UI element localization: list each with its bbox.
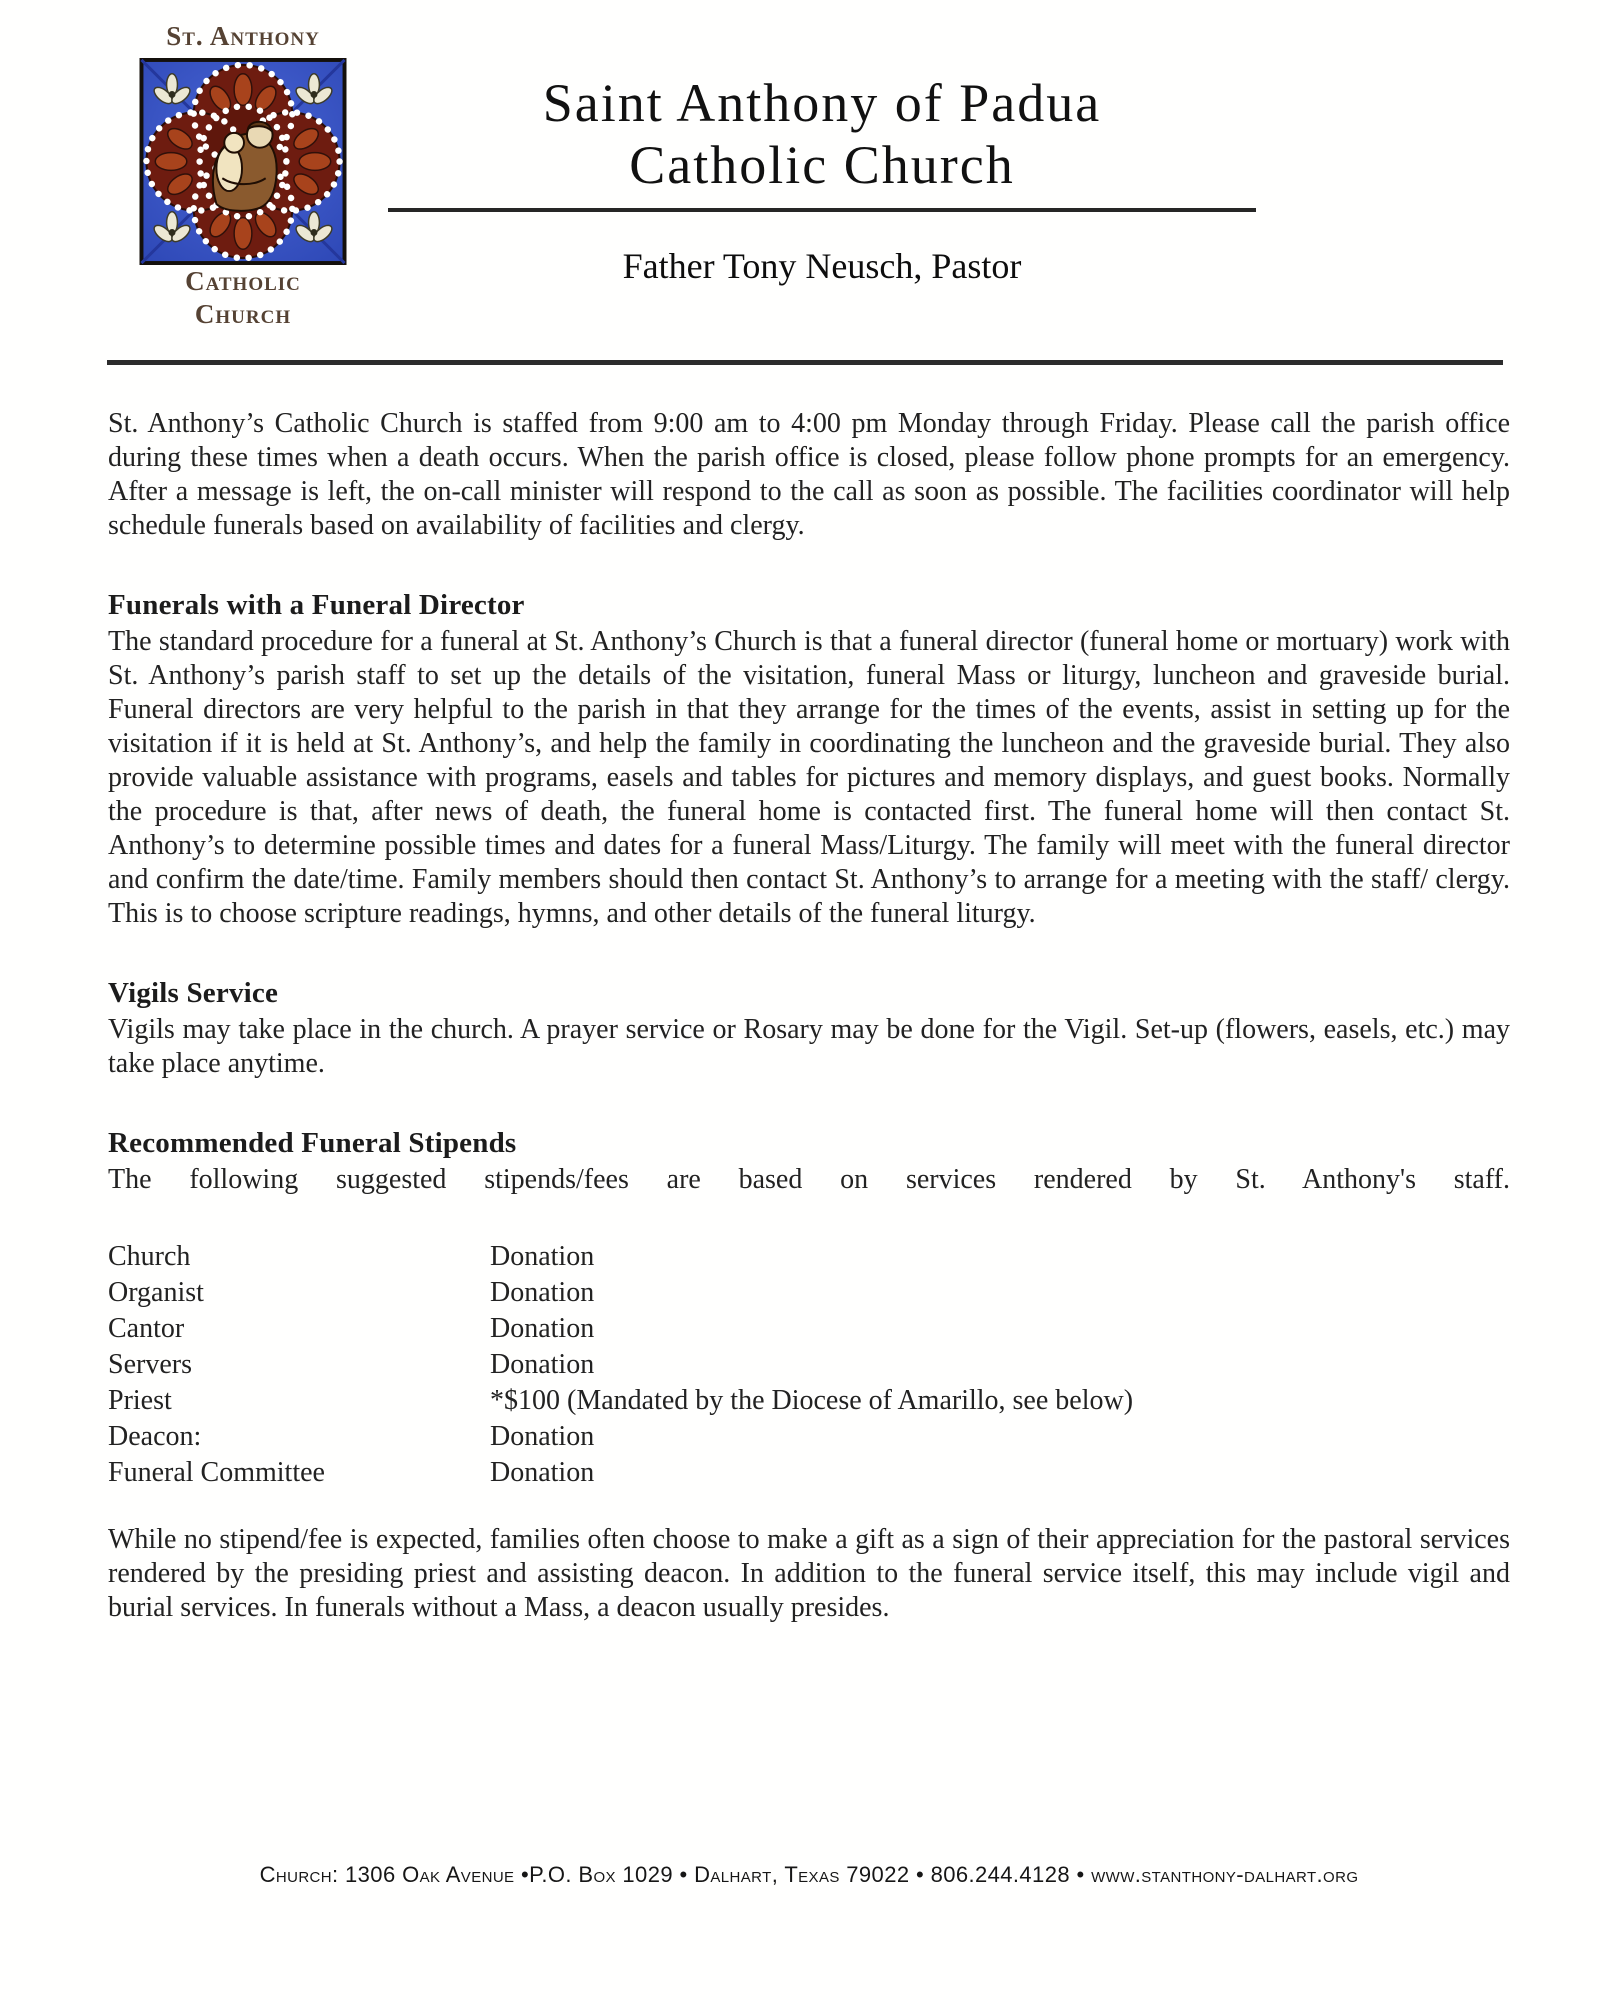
section-heading-stipends: Recommended Funeral Stipends <box>108 1127 517 1159</box>
stipend-value: Donation <box>490 1421 595 1452</box>
letterhead <box>0 0 1600 360</box>
funeral-director-paragraph: The standard procedure for a funeral at St. Anthony’s Church is that a funeral director (funeral home or mortuary) work with St. Anthony’s parish staff to set up the details of the visitation, funeral Mass or liturgy, luncheon and graveside burial. Funeral directors are very helpful to the parish in that they arrange for the times of the events, assist in setting up for the visitation if it is held at St. Anthony’s, and help the family in coordinating the luncheon and the graveside burial. They also provide valuable assistance with programs, easels and tables for pictures and memory displays, and guest books. Normally the procedure is that, after news of death, the funeral home is contacted first. The funeral home will then contact St. Anthony’s to determine possible times and dates for a funeral Mass/Liturgy. The family will meet with the funeral director and confirm the date/time. Family members should then contact St. Anthony’s to arrange for a meeting with the staff/ clergy. This is to choose scripture readings, hymns, and other details of the funeral liturgy. <box>108 626 1510 929</box>
section-heading-vigils: Vigils Service <box>108 977 279 1009</box>
stipend-value: Donation <box>490 1349 595 1380</box>
vigils-paragraph: Vigils may take place in the church. A prayer service or Rosary may be done for the Vigil. Set-up (flowers, easels, etc.) may take place anytime. <box>108 1014 1510 1079</box>
logo-block <box>112 20 374 331</box>
stipend-value: Donation <box>490 1241 595 1272</box>
stipend-value: *$100 (Mandated by the Diocese of Amarillo, see below) <box>490 1385 1134 1416</box>
closing-paragraph: While no stipend/fee is expected, families often choose to make a gift as a sign of their appreciation for the pastoral services rendered by the presiding priest and assisting deacon. In addition to the funeral service itself, this may include vigil and burial services. In funerals without a Mass, a deacon usually presides. <box>108 1524 1510 1623</box>
stipend-label: Cantor <box>108 1313 185 1344</box>
title-underline <box>388 208 1256 212</box>
logo-caption-line2: Church <box>194 299 292 329</box>
church-title-block <box>388 72 1256 288</box>
stipend-value: Donation <box>490 1277 595 1308</box>
pastor-name: Father Tony Neusch, Pastor <box>622 246 1022 286</box>
st-anthony-stained-glass-icon <box>137 58 349 265</box>
logo-caption-line1: Catholic <box>185 266 301 296</box>
stipend-label: Deacon: <box>108 1421 202 1452</box>
stipend-row <box>108 1347 1510 1383</box>
stipend-row <box>108 1275 1510 1311</box>
stipend-row <box>108 1311 1510 1347</box>
stipend-label: Organist <box>108 1277 204 1308</box>
stipend-row <box>108 1383 1510 1419</box>
stipend-label: Servers <box>108 1349 192 1380</box>
church-title-line2: Catholic Church <box>629 135 1015 195</box>
stipends-intro: The following suggested stipends/fees are based on services rendered by St. Anthony's staff. <box>108 1164 1510 1195</box>
stipend-label: Priest <box>108 1385 172 1416</box>
stipend-row <box>108 1419 1510 1455</box>
stipend-value: Donation <box>490 1457 595 1488</box>
intro-paragraph: St. Anthony’s Catholic Church is staffed from 9:00 am to 4:00 pm Monday through Friday. Please call the parish office during these times when a death occurs. When the parish office is closed, please follow phone prompts for an emergency. After a message is left, the on-call minister will respond to the call as soon as possible. The facilities coordinator will help schedule funerals based on availability of facilities and clergy. <box>108 408 1510 541</box>
section-heading-funeral-director: Funerals with a Funeral Director <box>108 589 525 621</box>
stipend-label: Church <box>108 1241 191 1272</box>
logo-caption-top: St. Anthony <box>166 21 320 51</box>
footer-text: Church: 1306 Oak Avenue •P.O. Box 1029 • Dalhart, Texas 79022 • 806.244.4128 • www.stanthony-dalhart.org <box>259 1862 1359 1887</box>
stipend-row <box>108 1455 1510 1491</box>
stipend-row <box>108 1239 1510 1275</box>
footer-contact-line <box>108 1862 1510 1888</box>
document-body <box>0 365 1600 1625</box>
stipend-value: Donation <box>490 1313 595 1344</box>
stipend-label: Funeral Committee <box>108 1457 325 1488</box>
stipend-table <box>108 1239 1510 1491</box>
church-title-line1: Saint Anthony of Padua <box>542 73 1102 133</box>
